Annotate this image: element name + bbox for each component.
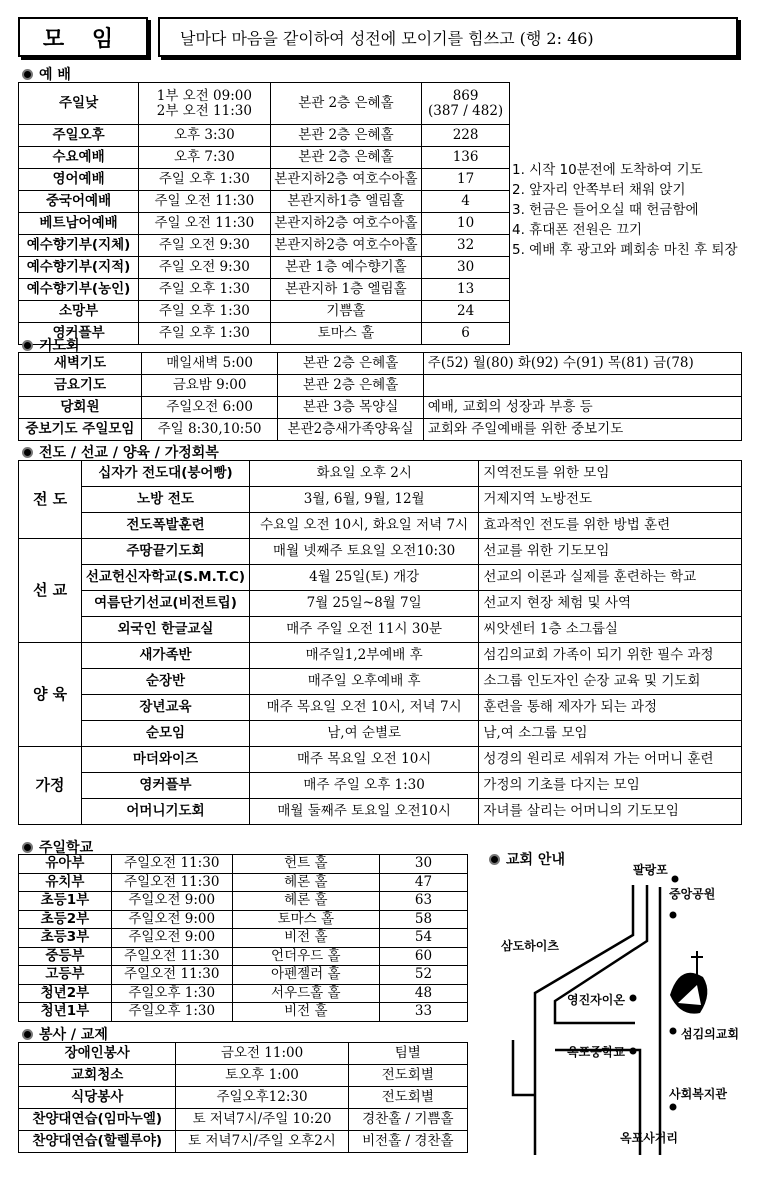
program-desc: 선교를 위한 기도모임 bbox=[479, 539, 742, 565]
service-time: 주일 오후 1:30 bbox=[139, 301, 271, 323]
table-row bbox=[19, 669, 742, 695]
dept-place: 비전 홀 bbox=[232, 1003, 379, 1022]
service-time: 주일 오전 11:30 bbox=[139, 191, 271, 213]
service-name: 베트남어예배 bbox=[19, 213, 139, 235]
service-name: 예수향기부(지적) bbox=[19, 257, 139, 279]
service-name: 주일오후 bbox=[19, 125, 139, 147]
service-group: 전도회별 bbox=[348, 1065, 467, 1087]
circle-bullet-icon bbox=[22, 447, 33, 458]
table-row bbox=[19, 966, 468, 985]
table-row bbox=[19, 461, 742, 487]
service-group: 경찬홀 / 기쁨홀 bbox=[348, 1109, 467, 1131]
dept-name: 유치부 bbox=[19, 873, 112, 892]
section-prayer-heading: 기도회 bbox=[22, 335, 80, 355]
program-name: 외국인 한글교실 bbox=[82, 617, 250, 643]
service-count: 17 bbox=[422, 169, 510, 191]
service-count: 869 (387 / 482) bbox=[422, 83, 510, 125]
header-verse: 날마다 마음을 같이하여 성전에 모이기를 힘쓰고 (행 2: 46) bbox=[158, 17, 738, 57]
service-name: 중국어예배 bbox=[19, 191, 139, 213]
program-name: 선교헌신자학교(S.M.T.C) bbox=[82, 565, 250, 591]
dept-name: 초등3부 bbox=[19, 929, 112, 948]
table-row bbox=[19, 721, 742, 747]
service-place: 본관 2층 은혜홀 bbox=[270, 147, 422, 169]
map-label-church: 섬김의교회 bbox=[681, 1027, 739, 1041]
program-time: 남,여 순별로 bbox=[249, 721, 479, 747]
table-row bbox=[19, 169, 510, 191]
table-row bbox=[19, 257, 510, 279]
prayer-time: 금요밤 9:00 bbox=[141, 375, 277, 397]
program-time: 매월 둘째주 토요일 오전10시 bbox=[249, 799, 479, 825]
program-name: 순장반 bbox=[82, 669, 250, 695]
section-sunday-school-heading: 주일학교 bbox=[22, 837, 93, 857]
program-time: 매주일 오후예배 후 bbox=[249, 669, 479, 695]
program-time: 매월 넷째주 토요일 오전10:30 bbox=[249, 539, 479, 565]
program-desc: 남,여 소그룹 모임 bbox=[479, 721, 742, 747]
program-name: 어머니기도회 bbox=[82, 799, 250, 825]
program-name: 장년교육 bbox=[82, 695, 250, 721]
service-time: 주일 오후 1:30 bbox=[139, 169, 271, 191]
service-time: 주일오후12:30 bbox=[176, 1087, 348, 1109]
service-count: 136 bbox=[422, 147, 510, 169]
service-place: 본관지하2층 여호수아홀 bbox=[270, 235, 422, 257]
table-row bbox=[19, 125, 510, 147]
sunday-school-table bbox=[18, 854, 468, 1022]
service-name: 수요예배 bbox=[19, 147, 139, 169]
service-count: 32 bbox=[422, 235, 510, 257]
prayer-table bbox=[18, 352, 742, 441]
program-desc: 성경의 원리로 세워져 가는 어머니 훈련 bbox=[479, 747, 742, 773]
program-name: 새가족반 bbox=[82, 643, 250, 669]
page-title: 모 임 bbox=[18, 17, 148, 57]
service-count: 10 bbox=[422, 213, 510, 235]
service-count: 24 bbox=[422, 301, 510, 323]
table-row bbox=[19, 323, 510, 345]
dept-time: 주일오후 1:30 bbox=[111, 1003, 232, 1022]
dept-count: 52 bbox=[379, 966, 467, 985]
service-count: 228 bbox=[422, 125, 510, 147]
program-time: 7월 25일~8월 7일 bbox=[249, 591, 479, 617]
dept-time: 주일오전 11:30 bbox=[111, 873, 232, 892]
map-label-okpo-cross: 옥포사거리 bbox=[620, 1131, 678, 1145]
table-row bbox=[19, 929, 468, 948]
table-row bbox=[19, 487, 742, 513]
dept-place: 비전 홀 bbox=[232, 929, 379, 948]
dept-place: 서우드홀 홀 bbox=[232, 984, 379, 1003]
program-name: 영커플부 bbox=[82, 773, 250, 799]
prayer-desc: 교회와 주일예배를 위한 중보기도 bbox=[423, 419, 741, 441]
table-row bbox=[19, 353, 742, 375]
section-map-heading: 교회 안내 bbox=[489, 849, 565, 869]
table-row bbox=[19, 235, 510, 257]
service-name: 주일낮 bbox=[19, 83, 139, 125]
dept-name: 초등1부 bbox=[19, 892, 112, 911]
prayer-name: 당회원 bbox=[19, 397, 142, 419]
dept-count: 33 bbox=[379, 1003, 467, 1022]
program-desc: 효과적인 전도를 위한 방법 훈련 bbox=[479, 513, 742, 539]
program-name: 주땅끝기도회 bbox=[82, 539, 250, 565]
service-time: 금오전 11:00 bbox=[176, 1043, 348, 1065]
dept-place: 토마스 홀 bbox=[232, 910, 379, 929]
service-place: 본관 1층 예수향기홀 bbox=[270, 257, 422, 279]
circle-bullet-icon bbox=[22, 842, 33, 853]
service-time: 오후 7:30 bbox=[139, 147, 271, 169]
program-name: 마더와이즈 bbox=[82, 747, 250, 773]
service-group: 전도회별 bbox=[348, 1087, 467, 1109]
prayer-name: 금요기도 bbox=[19, 375, 142, 397]
program-name: 여름단기선교(비전트립) bbox=[82, 591, 250, 617]
service-name: 영커플부 bbox=[19, 323, 139, 345]
service-team: 식당봉사 bbox=[19, 1087, 176, 1109]
program-name: 노방 전도 bbox=[82, 487, 250, 513]
prayer-name: 중보기도 주일모임 bbox=[19, 419, 142, 441]
table-row bbox=[19, 773, 742, 799]
program-time: 매주 주일 오전 11시 30분 bbox=[249, 617, 479, 643]
table-row bbox=[19, 643, 742, 669]
service-place: 기쁨홀 bbox=[270, 301, 422, 323]
table-row bbox=[19, 892, 468, 911]
service-time: 주일 오전 9:30 bbox=[139, 235, 271, 257]
service-place: 본관지하2층 여호수아홀 bbox=[270, 213, 422, 235]
table-row bbox=[19, 747, 742, 773]
worship-note: 5. 예배 후 광고와 폐회송 마친 후 퇴장 bbox=[512, 242, 738, 258]
service-place: 토마스 홀 bbox=[270, 323, 422, 345]
service-team: 장애인봉사 bbox=[19, 1043, 176, 1065]
prayer-time: 주일오전 6:00 bbox=[141, 397, 277, 419]
service-group: 팀별 bbox=[348, 1043, 467, 1065]
table-row bbox=[19, 539, 742, 565]
dept-time: 주일오전 9:00 bbox=[111, 892, 232, 911]
service-count: 6 bbox=[422, 323, 510, 345]
prayer-place: 본관 2층 은혜홀 bbox=[278, 353, 424, 375]
table-row bbox=[19, 910, 468, 929]
program-desc: 선교의 이론과 실제를 훈련하는 학교 bbox=[479, 565, 742, 591]
program-desc: 선교지 현장 체험 및 사역 bbox=[479, 591, 742, 617]
service-group: 비전홀 / 경찬홀 bbox=[348, 1131, 467, 1153]
dept-name: 청년2부 bbox=[19, 984, 112, 1003]
table-row bbox=[19, 279, 510, 301]
program-desc: 가정의 기초를 다지는 모임 bbox=[479, 773, 742, 799]
service-place: 본관지하1층 엘림홀 bbox=[270, 191, 422, 213]
map-label-welfare: 사회복지관 bbox=[669, 1087, 727, 1101]
dept-name: 유아부 bbox=[19, 855, 112, 874]
table-row bbox=[19, 375, 742, 397]
mission-group-name: 선 교 bbox=[19, 539, 82, 643]
prayer-place: 본관 3층 목양실 bbox=[278, 397, 424, 419]
table-row bbox=[19, 617, 742, 643]
map-label-palangpo: 팔랑포 bbox=[633, 863, 668, 877]
table-row bbox=[19, 83, 510, 125]
service-table bbox=[18, 1042, 468, 1153]
service-time: 오후 3:30 bbox=[139, 125, 271, 147]
service-team: 찬양대연습(할렐루야) bbox=[19, 1131, 176, 1153]
dept-count: 47 bbox=[379, 873, 467, 892]
program-desc: 훈련을 통해 제자가 되는 과정 bbox=[479, 695, 742, 721]
service-name: 소망부 bbox=[19, 301, 139, 323]
service-count: 30 bbox=[422, 257, 510, 279]
dept-place: 헌트 홀 bbox=[232, 855, 379, 874]
table-row bbox=[19, 419, 742, 441]
service-time: 주일 오전 9:30 bbox=[139, 257, 271, 279]
program-time: 매주일1,2부예배 후 bbox=[249, 643, 479, 669]
service-place: 본관 2층 은혜홀 bbox=[270, 125, 422, 147]
section-mission-heading: 전도 / 선교 / 양육 / 가정회복 bbox=[22, 442, 219, 462]
program-time: 화요일 오후 2시 bbox=[249, 461, 479, 487]
program-desc: 거제지역 노방전도 bbox=[479, 487, 742, 513]
table-row bbox=[19, 301, 510, 323]
dept-time: 주일오전 11:30 bbox=[111, 855, 232, 874]
prayer-place: 본관 2층 은혜홀 bbox=[278, 375, 424, 397]
table-row bbox=[19, 984, 468, 1003]
program-time: 4월 25일(토) 개강 bbox=[249, 565, 479, 591]
dept-place: 아펜젤러 홀 bbox=[232, 966, 379, 985]
service-name: 예수향기부(농인) bbox=[19, 279, 139, 301]
dept-count: 63 bbox=[379, 892, 467, 911]
table-row bbox=[19, 1003, 468, 1022]
dept-count: 30 bbox=[379, 855, 467, 874]
service-place: 본관지하 1층 엘림홀 bbox=[270, 279, 422, 301]
dept-count: 48 bbox=[379, 984, 467, 1003]
worship-table bbox=[18, 82, 510, 345]
program-desc: 씨앗센터 1층 소그룹실 bbox=[479, 617, 742, 643]
service-time: 토오후 1:00 bbox=[176, 1065, 348, 1087]
dept-name: 고등부 bbox=[19, 966, 112, 985]
dept-count: 60 bbox=[379, 947, 467, 966]
mission-group-name: 가정 bbox=[19, 747, 82, 825]
table-row bbox=[19, 191, 510, 213]
section-service-heading: 봉사 / 교제 bbox=[22, 1024, 108, 1044]
map-label-samdo: 삼도하이츠 bbox=[501, 939, 559, 953]
table-row bbox=[19, 1043, 468, 1065]
program-time: 3월, 6월, 9월, 12월 bbox=[249, 487, 479, 513]
program-name: 전도폭발훈련 bbox=[82, 513, 250, 539]
service-team: 찬양대연습(임마누엘) bbox=[19, 1109, 176, 1131]
service-place: 본관 2층 은혜홀 bbox=[270, 83, 422, 125]
service-name: 영어예배 bbox=[19, 169, 139, 191]
prayer-time: 매일새벽 5:00 bbox=[141, 353, 277, 375]
service-time: 주일 오후 1:30 bbox=[139, 323, 271, 345]
service-time: 1부 오전 09:00 2부 오전 11:30 bbox=[139, 83, 271, 125]
table-row bbox=[19, 1131, 468, 1153]
service-count: 4 bbox=[422, 191, 510, 213]
table-row bbox=[19, 1065, 468, 1087]
table-row bbox=[19, 695, 742, 721]
service-team: 교회청소 bbox=[19, 1065, 176, 1087]
program-desc: 지역전도를 위한 모임 bbox=[479, 461, 742, 487]
service-time: 토 저녁7시/주일 10:20 bbox=[176, 1109, 348, 1131]
program-time: 수요일 오전 10시, 화요일 저녁 7시 bbox=[249, 513, 479, 539]
mission-table bbox=[18, 460, 742, 825]
dept-time: 주일오후 1:30 bbox=[111, 984, 232, 1003]
worship-note: 2. 앞자리 안쪽부터 채워 앉기 bbox=[512, 182, 686, 198]
table-row bbox=[19, 513, 742, 539]
program-name: 십자가 전도대(붕어빵) bbox=[82, 461, 250, 487]
circle-bullet-icon bbox=[22, 1029, 33, 1040]
service-place: 본관지하2층 여호수아홀 bbox=[270, 169, 422, 191]
dept-place: 헤론 홀 bbox=[232, 892, 379, 911]
table-row bbox=[19, 591, 742, 617]
dept-count: 54 bbox=[379, 929, 467, 948]
table-row bbox=[19, 1109, 468, 1131]
program-desc: 자녀를 살리는 어머니의 기도모임 bbox=[479, 799, 742, 825]
table-row bbox=[19, 799, 742, 825]
map-label-youngjin: 영진자이온 bbox=[567, 993, 625, 1007]
table-row bbox=[19, 855, 468, 874]
table-row bbox=[19, 397, 742, 419]
service-count: 13 bbox=[422, 279, 510, 301]
dept-time: 주일오전 9:00 bbox=[111, 929, 232, 948]
service-time: 주일 오전 11:30 bbox=[139, 213, 271, 235]
mission-group-name: 양 육 bbox=[19, 643, 82, 747]
program-time: 매주 주일 오후 1:30 bbox=[249, 773, 479, 799]
map-label-okpo-middle: 옥포중학교 bbox=[567, 1045, 625, 1059]
worship-notes bbox=[512, 160, 738, 260]
dept-name: 초등2부 bbox=[19, 910, 112, 929]
circle-bullet-icon bbox=[22, 69, 33, 80]
program-time: 매주 목요일 오전 10시 bbox=[249, 747, 479, 773]
dept-time: 주일오전 9:00 bbox=[111, 910, 232, 929]
service-name: 예수향기부(지체) bbox=[19, 235, 139, 257]
worship-note: 1. 시작 10분전에 도착하여 기도 bbox=[512, 162, 703, 178]
service-time: 주일 오후 1:30 bbox=[139, 279, 271, 301]
dept-count: 58 bbox=[379, 910, 467, 929]
dept-name: 중등부 bbox=[19, 947, 112, 966]
worship-note: 3. 헌금은 들어오실 때 헌금함에 bbox=[512, 202, 699, 218]
prayer-desc bbox=[423, 375, 741, 397]
dept-time: 주일오전 11:30 bbox=[111, 947, 232, 966]
worship-note: 4. 휴대폰 전원은 끄기 bbox=[512, 222, 643, 238]
program-desc: 소그룹 인도자인 순장 교육 및 기도회 bbox=[479, 669, 742, 695]
church-logo-icon bbox=[670, 951, 707, 1014]
table-row bbox=[19, 213, 510, 235]
dept-time: 주일오전 11:30 bbox=[111, 966, 232, 985]
table-row bbox=[19, 147, 510, 169]
mission-group-name: 전 도 bbox=[19, 461, 82, 539]
prayer-name: 새벽기도 bbox=[19, 353, 142, 375]
program-name: 순모임 bbox=[82, 721, 250, 747]
prayer-desc: 주(52) 월(80) 화(92) 수(91) 목(81) 금(78) bbox=[423, 353, 741, 375]
section-worship-heading: 예 배 bbox=[22, 64, 71, 84]
dept-place: 언더우드 홀 bbox=[232, 947, 379, 966]
table-row bbox=[19, 565, 742, 591]
map-label-park: 중앙공원 bbox=[669, 887, 716, 901]
church-map bbox=[475, 845, 760, 1155]
prayer-place: 본관2층새가족양육실 bbox=[278, 419, 424, 441]
dept-place: 헤론 홀 bbox=[232, 873, 379, 892]
program-time: 매주 목요일 오전 10시, 저녁 7시 bbox=[249, 695, 479, 721]
dept-name: 청년1부 bbox=[19, 1003, 112, 1022]
prayer-desc: 예배, 교회의 성장과 부흥 등 bbox=[423, 397, 741, 419]
circle-bullet-icon bbox=[22, 340, 33, 351]
table-row bbox=[19, 947, 468, 966]
table-row bbox=[19, 873, 468, 892]
program-desc: 섬김의교회 가족이 되기 위한 필수 과정 bbox=[479, 643, 742, 669]
prayer-time: 주일 8:30,10:50 bbox=[141, 419, 277, 441]
table-row bbox=[19, 1087, 468, 1109]
service-time: 토 저녁7시/주일 오후2시 bbox=[176, 1131, 348, 1153]
